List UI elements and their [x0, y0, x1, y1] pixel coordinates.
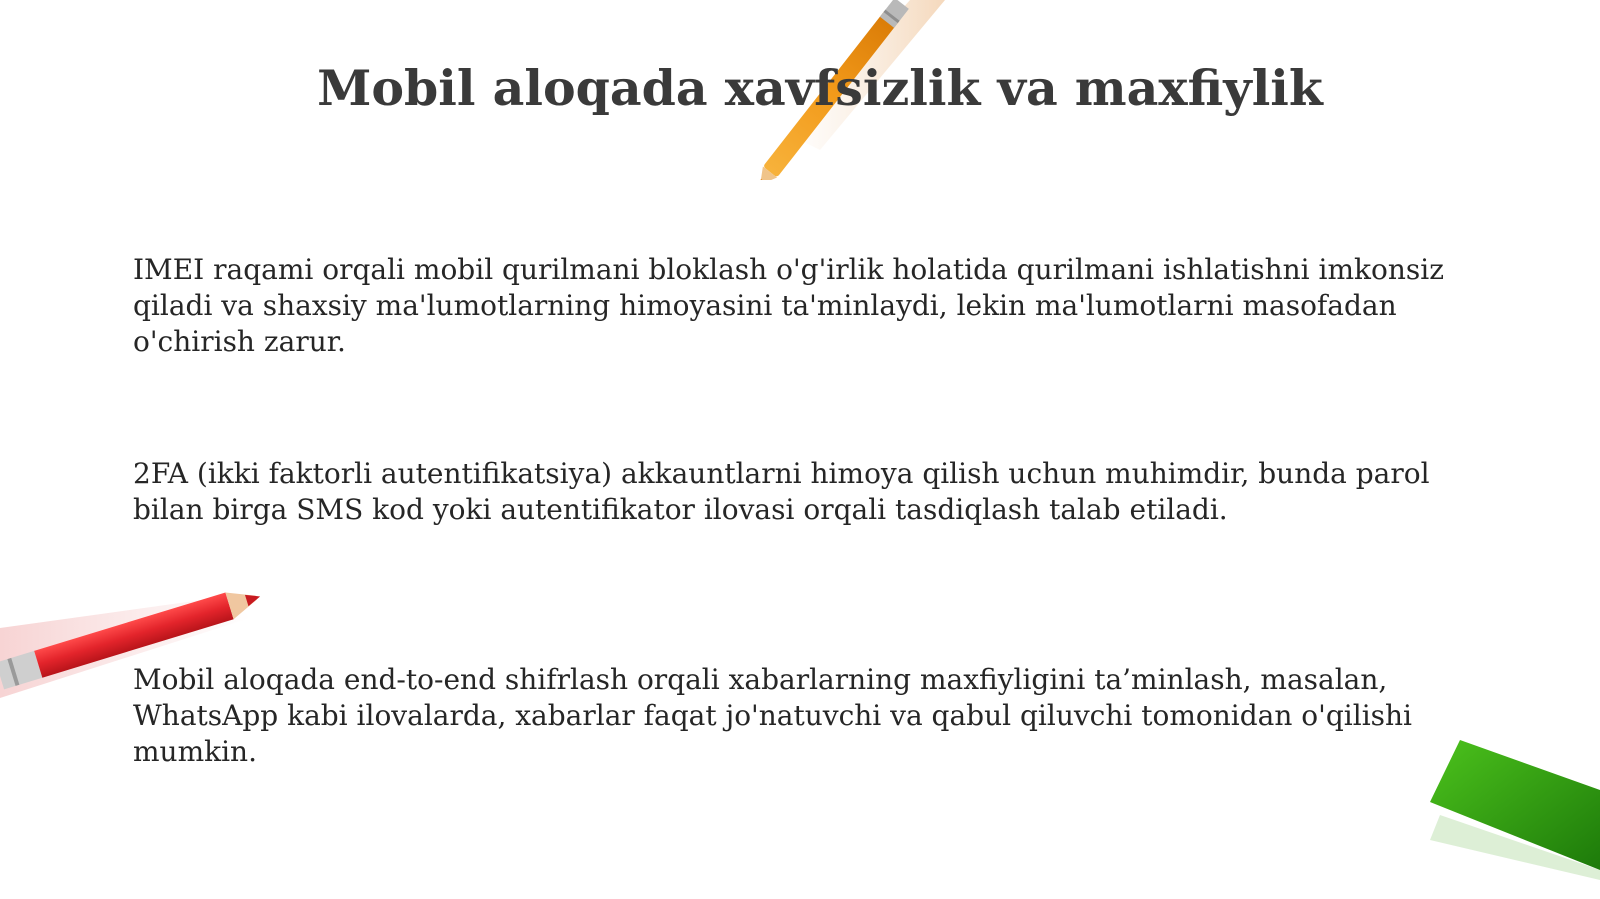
paragraph-encryption: Mobil aloqada end-to-end shifrlash orqali xabarlarning maxfiyligini ta’minlash, masalan, WhatsApp kabi ilovalarda, xabarlar faqat jo'natuvchi va qabul qiluvchi tomonidan o'qilishi mumkin. — [133, 663, 1413, 768]
slide-title: Mobil aloqada xavfsizlik va maxfiylik — [317, 59, 1323, 117]
paragraph-2fa: 2FA (ikki faktorli autentifikatsiya) akkauntlarni himoya qilish uchun muhimdir, bunda parol bilan birga SMS kod yoki autentifikator ilovasi orqali tasdiqlash talab etiladi. — [133, 457, 1430, 526]
paragraph-imei: IMEI raqami orqali mobil qurilmani bloklash o'g'irlik holatida qurilmani ishlatishni imkonsiz qiladi va shaxsiy ma'lumotlarning himoyasini ta'minlaydi, lekin ma'lumotlarni masofadan o'chirish zarur. — [133, 253, 1444, 358]
